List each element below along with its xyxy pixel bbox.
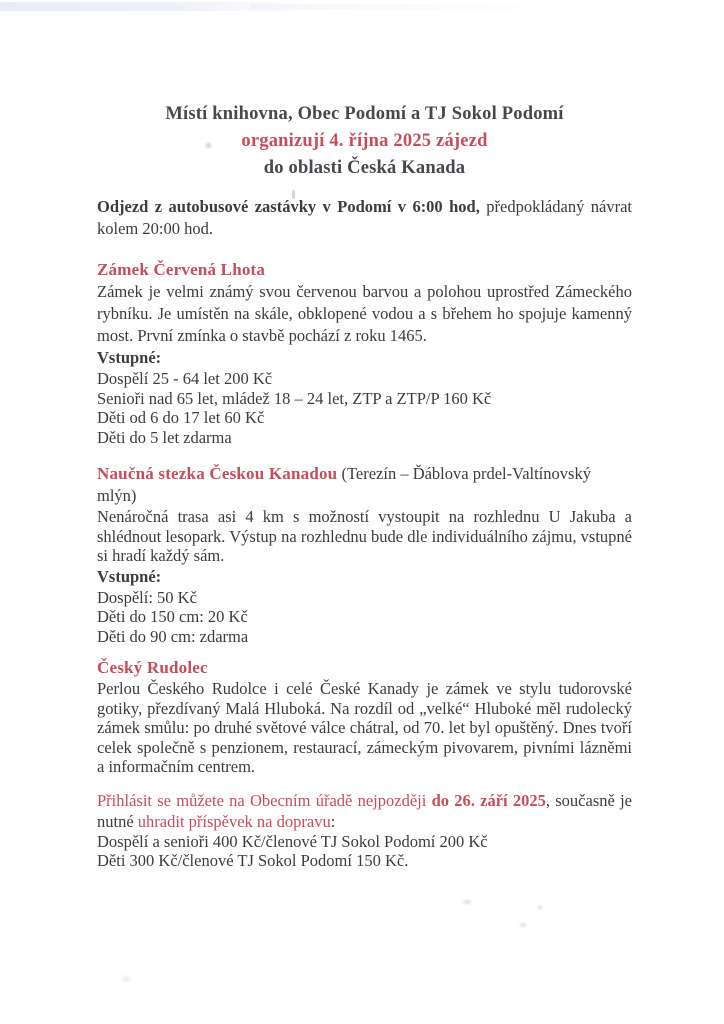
price-line-adults: Dospělí: 50 Kč	[97, 587, 197, 607]
signup-paragraph	[97, 790, 632, 832]
price-line-adults: Dospělí 25 - 64 let 200 Kč	[97, 369, 273, 388]
signup-instructions-text: Přihlásit se můžete na Obecním úřadě nejpozději	[97, 790, 432, 810]
departure-return-text: předpokládaný návrat kolem 20:00 hod.	[97, 197, 632, 238]
price-line-children-under-90cm: Děti do 90 cm: zdarma	[97, 626, 249, 646]
section-body-stezka: Nenáročná trasa asi 4 km s možností vystoupit na rozhlednu U Jakuba a shlédnout lesopark. Výstup na rozhlednu bude dle individuálního zájmu, vstupné si hradí každý sám.	[97, 507, 632, 565]
scan-artifact-speck	[461, 898, 473, 906]
signup-deadline-date: do 26. září 2025	[431, 790, 546, 810]
section-heading-stezka	[97, 463, 632, 507]
document-title	[97, 101, 632, 182]
price-line-children-under-5: Děti do 5 let zdarma	[97, 427, 232, 447]
section-body-lhota: Zámek je velmi známý svou červenou barvou a polohou uprostřed Zámeckého rybníku. Je umístěn na skále, obklopené vodou a s břehem ho spojuje kamenný most. První zmínka o stavbě pochází z roku 1465.	[97, 282, 632, 345]
section-heading-rudolec: Český Rudolec	[97, 658, 208, 677]
price-line-children-6-17: Děti od 6 do 17 let 60 Kč	[97, 408, 265, 427]
signup-colon: :	[330, 811, 336, 831]
section-cesky-rudolec	[97, 657, 632, 777]
signup-payment-text: uhradit příspěvek na dopravu	[137, 811, 331, 831]
title-line-destination: do oblasti Česká Kanada	[263, 158, 466, 178]
section-heading-stezka-route-note: (Terezín – Ďáblova prdel-Valtínovský mlýn)	[97, 464, 591, 505]
scan-artifact-speck	[120, 974, 132, 984]
price-line-seniors: Senioři nad 65 let, mládež 18 – 24 let, ZTP a ZTP/P 160 Kč	[97, 388, 492, 408]
document-content	[97, 101, 632, 871]
section-naucna-stezka	[97, 463, 632, 646]
signup-connector-text: , současně je nutné	[97, 790, 632, 831]
transport-price-adults-seniors: Dospělí a senioři 400 Kč/členové TJ Sokol Podomí 200 Kč	[97, 831, 488, 851]
scan-artifact-speck	[536, 904, 544, 911]
title-line-organizers: Místí knihovna, Obec Podomí a TJ Sokol Podomí	[165, 104, 564, 124]
section-signup	[97, 790, 632, 871]
price-line-children-under-150cm: Děti do 150 cm: 20 Kč	[97, 607, 248, 626]
section-heading-lhota: Zámek Červená Lhota	[97, 260, 266, 279]
departure-time-text: Odjezd z autobusové zastávky v Podomí v 6:00 hod,	[97, 197, 480, 216]
transport-price-children: Děti 300 Kč/členové TJ Sokol Podomí 150 Kč.	[97, 851, 409, 870]
departure-paragraph	[97, 196, 632, 240]
section-zamek-cervena-lhota	[97, 259, 632, 447]
pricing-label: Vstupné:	[97, 348, 162, 367]
section-body-rudolec: Perlou Českého Rudolce i celé České Kanady je zámek ve stylu tudorovské gotiky, přezdívaný Malá Hluboká. Na rozdíl od „velké“ Hluboké měl rudolecký zámek smůlu: po druhé světové válce chátral, od 70. let byl opuštěný. Dnes tvoří celek společně s penzionem, restaurací, zámeckým pivovarem, pivními lázněmi a informačním centrem.	[97, 679, 632, 776]
pricing-label: Vstupné:	[97, 566, 162, 586]
section-heading-stezka-title: Naučná stezka Českou Kanadou	[97, 464, 338, 483]
scan-artifact-speck	[518, 921, 528, 929]
title-line-event-date: organizují 4. října 2025 zájezd	[241, 131, 488, 151]
scan-artifact-top-band-faint	[250, 4, 580, 10]
